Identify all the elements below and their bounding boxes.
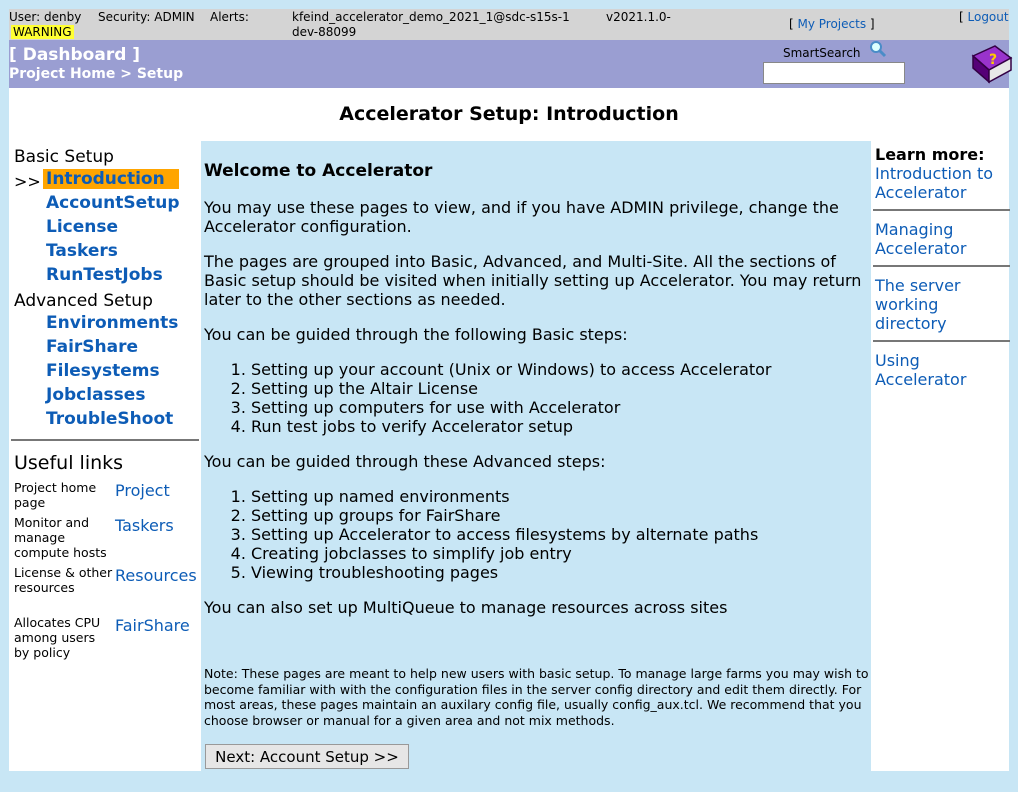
status-bar — [9, 9, 1009, 40]
advanced-setup-heading: Advanced Setup — [14, 291, 153, 311]
basic-steps-list — [204, 360, 772, 436]
link-using-accelerator[interactable]: Using Accelerator — [875, 351, 967, 389]
page-title: Accelerator Setup: Introduction — [339, 103, 679, 125]
magnifier-icon[interactable] — [869, 40, 887, 58]
breadcrumb[interactable]: Project Home > Setup — [9, 66, 184, 82]
build-label: dev-88099 — [292, 25, 357, 39]
alerts-label: Alerts: — [210, 10, 249, 24]
my-projects-wrapper: [ My Projects ] — [789, 17, 875, 31]
advanced-steps-list — [204, 487, 758, 582]
right-divider — [873, 265, 1010, 267]
nav-environments[interactable]: Environments — [46, 313, 179, 333]
basic-steps-intro: You can be guided through the following Basic steps: — [204, 325, 628, 344]
server-name: kfeind_accelerator_demo_2021_1@sdc-s15s-1 — [292, 10, 570, 24]
useful-desc-project: Project home page — [14, 480, 97, 510]
nav-taskers[interactable]: Taskers — [46, 241, 118, 261]
nav-fairshare[interactable]: FairShare — [46, 337, 139, 357]
list-item: 3. Setting up Accelerator to access filesystems by alternate paths — [251, 525, 758, 544]
user-label: User: denby — [9, 10, 82, 24]
link-introduction-to-accelerator[interactable]: Introduction to Accelerator — [875, 164, 994, 202]
multiqueue-paragraph: You can also set up MultiQueue to manage resources across sites — [204, 598, 728, 617]
header-band — [9, 40, 1009, 88]
help-book-icon[interactable] — [969, 42, 1013, 84]
logout-wrapper: [ Logout — [959, 10, 1009, 24]
link-managing-accelerator[interactable]: Managing Accelerator — [875, 220, 967, 258]
list-item: 3. Setting up computers for use with Accelerator — [251, 398, 772, 417]
smartsearch-input[interactable] — [763, 62, 905, 84]
right-divider — [873, 209, 1010, 211]
smartsearch-label: SmartSearch — [783, 46, 861, 60]
nav-license[interactable]: License — [46, 217, 119, 237]
warning-badge[interactable]: WARNING — [13, 25, 72, 39]
security-label: Security: ADMIN — [98, 10, 195, 24]
useful-desc-resources: License & other resources — [14, 565, 113, 595]
nav-filesystems[interactable]: Filesystems — [46, 361, 160, 381]
useful-link-taskers[interactable]: Taskers — [115, 516, 174, 535]
next-account-setup-button[interactable]: Next: Account Setup >> — [205, 744, 409, 769]
nav-troubleshoot[interactable]: TroubleShoot — [46, 409, 174, 429]
dashboard-wrapper: [ Dashboard ] — [9, 45, 141, 65]
current-marker: >> — [14, 172, 41, 191]
useful-desc-taskers: Monitor and manage compute hosts — [14, 515, 107, 560]
right-divider — [873, 340, 1010, 342]
link-server-working-directory[interactable]: The server working directory — [875, 276, 961, 333]
nav-account-setup[interactable]: AccountSetup — [46, 193, 180, 213]
dashboard-link[interactable]: Dashboard — [22, 45, 127, 65]
nav-jobclasses[interactable]: Jobclasses — [46, 385, 146, 405]
version-label: v2021.1.0- — [606, 10, 671, 24]
svg-text:?: ? — [989, 52, 998, 68]
note-text: Note: These pages are meant to help new users with basic setup. To manage large farms you may wish to become familiar with with the configuration files in the server config directory and edit them directly. For most areas, these pages maintain an auxilary config file, usually config_aux.tcl. We recommend that you choose browser or manual for a given area and not mix methods. — [204, 666, 869, 728]
intro-paragraph: You may use these pages to view, and if you have ADMIN privilege, change the Accelerator configuration. — [204, 198, 839, 236]
useful-link-fairshare[interactable]: FairShare — [115, 616, 190, 635]
list-item: 2. Setting up the Altair License — [251, 379, 772, 398]
list-item: 2. Setting up groups for FairShare — [251, 506, 758, 525]
nav-introduction[interactable]: Introduction — [43, 169, 179, 189]
list-item: 1. Setting up named environments — [251, 487, 758, 506]
list-item: 4. Creating jobclasses to simplify job entry — [251, 544, 758, 563]
welcome-heading: Welcome to Accelerator — [204, 161, 433, 181]
nav-divider — [11, 439, 199, 441]
basic-setup-heading: Basic Setup — [14, 147, 114, 167]
groups-paragraph: The pages are grouped into Basic, Advanced, and Multi-Site. All the sections of Basic setup should be visited when initially setting up Accelerator. You may return later to the other sections as needed. — [204, 252, 862, 309]
useful-desc-fairshare: Allocates CPU among users by policy — [14, 615, 101, 660]
useful-links-heading: Useful links — [14, 452, 124, 474]
list-item: 1. Setting up your account (Unix or Windows) to access Accelerator — [251, 360, 772, 379]
advanced-steps-intro: You can be guided through these Advanced steps: — [204, 452, 606, 471]
list-item: 5. Viewing troubleshooting pages — [251, 563, 758, 582]
nav-run-test-jobs[interactable]: RunTestJobs — [46, 265, 163, 285]
list-item: 4. Run test jobs to verify Accelerator setup — [251, 417, 772, 436]
useful-link-resources[interactable]: Resources — [115, 566, 197, 585]
main-content — [201, 141, 871, 771]
my-projects-link[interactable]: My Projects — [797, 17, 867, 31]
learn-more-heading: Learn more: — [875, 145, 985, 164]
useful-link-project[interactable]: Project — [115, 481, 170, 500]
logout-link[interactable]: Logout — [967, 10, 1009, 24]
